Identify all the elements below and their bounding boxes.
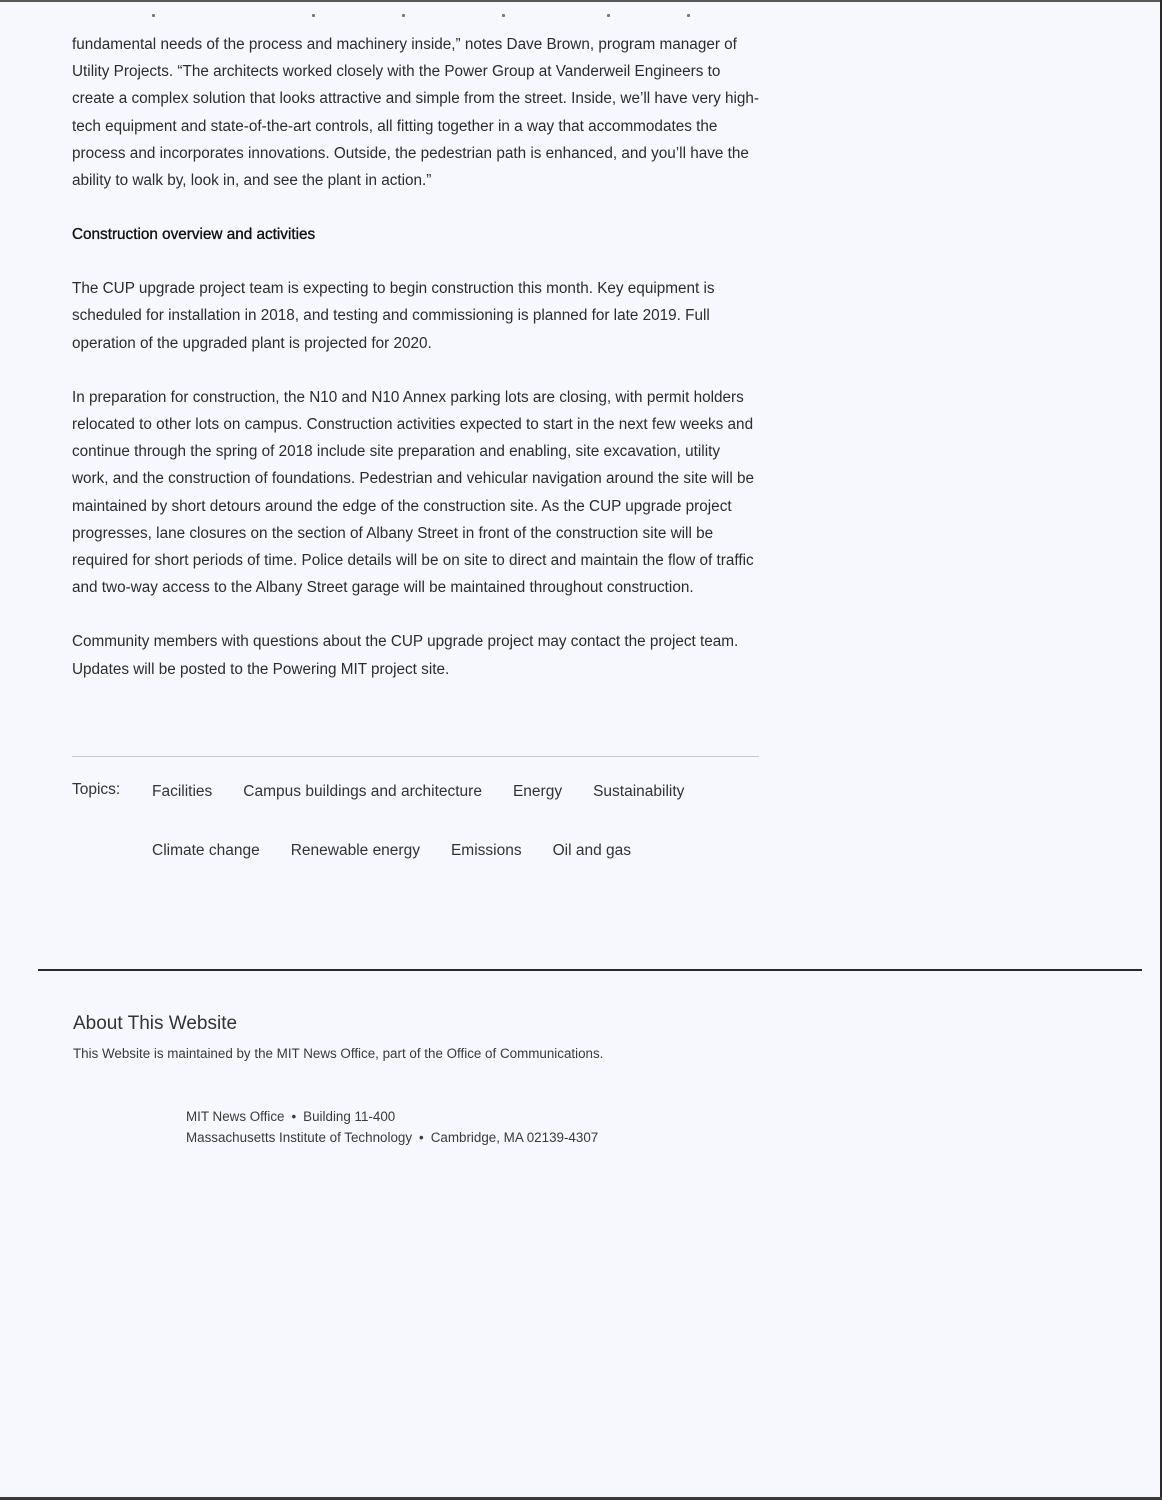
topic-link-energy[interactable]: Energy xyxy=(512,783,563,800)
topics-list xyxy=(152,781,752,861)
cut-off-text-line xyxy=(72,10,752,18)
topic-link-climate-change[interactable]: Climate change xyxy=(152,842,260,859)
about-text: This Website is maintained by the MIT News Office, part of the Office of Communications. xyxy=(73,1046,604,1061)
address-line-1 xyxy=(186,1106,598,1127)
article-body xyxy=(72,31,760,710)
scan-border-top xyxy=(0,0,1162,2)
topic-link-campus-buildings[interactable]: Campus buildings and architecture xyxy=(243,783,482,800)
topic-link-sustainability[interactable]: Sustainability xyxy=(593,783,685,800)
about-title: About This Website xyxy=(73,1013,238,1034)
article-paragraph: fundamental needs of the process and machinery inside,” notes Dave Brown, program manager of Utility Projects. “The architects worked closely with the Power Group at Vanderweil Engineers to create a complex solution that looks attractive and simple from the street. Inside, we’ll have very high-tech equipment and state-of-the-art controls, all fitting together in a way that accommodates the process and incorporates innovations. Outside, the pedestrian path is enhanced, and you’ll have the ability to walk by, look in, and see the plant in action.” xyxy=(72,36,759,190)
bullet-separator: • xyxy=(419,1130,424,1145)
office-building: Building 11-400 xyxy=(303,1109,396,1124)
topic-link-emissions[interactable]: Emissions xyxy=(450,842,522,859)
section-heading: Construction overview and activities xyxy=(72,226,316,244)
office-address xyxy=(186,1106,598,1148)
address-line-2 xyxy=(186,1127,598,1148)
article-paragraph: The CUP upgrade project team is expecting to begin construction this month. Key equipment is scheduled for installation in 2018, and testing and commissioning is planned for late 2019. Full operation of the upgraded plant is projected for 2020. xyxy=(72,280,715,352)
article-paragraph: In preparation for construction, the N10 and N10 Annex parking lots are closing, with permit holders relocated to other lots on campus. Construction activities expected to start in the next few weeks and continue through the spring of 2018 include site preparation and enabling, site excavation, utility work, and the construction of foundations. Pedestrian and vehicular navigation around the site will be maintained by short detours around the edge of the construction site. As the CUP upgrade project progresses, lane closures on the section of Albany Street in front of the construction site will be required for short periods of time. Police details will be on site to direct and maintain the flow of traffic and two-way access to the Albany Street garage will be maintained throughout construction. xyxy=(72,388,754,597)
institution-name: Massachusetts Institute of Technology xyxy=(186,1130,413,1145)
office-name: MIT News Office xyxy=(186,1109,285,1124)
content-divider xyxy=(72,756,759,757)
topic-link-oil-and-gas[interactable]: Oil and gas xyxy=(552,842,632,859)
topics-label: Topics: xyxy=(72,781,121,798)
city-zip: Cambridge, MA 02139-4307 xyxy=(430,1130,599,1145)
article-paragraph: Community members with questions about the CUP upgrade project may contact the project team. Updates will be posted to the Powering MIT project site. xyxy=(72,633,739,678)
topic-link-renewable-energy[interactable]: Renewable energy xyxy=(290,842,420,859)
bullet-separator: • xyxy=(291,1109,297,1124)
topic-link-facilities[interactable]: Facilities xyxy=(152,783,213,800)
footer-divider xyxy=(38,969,1142,971)
